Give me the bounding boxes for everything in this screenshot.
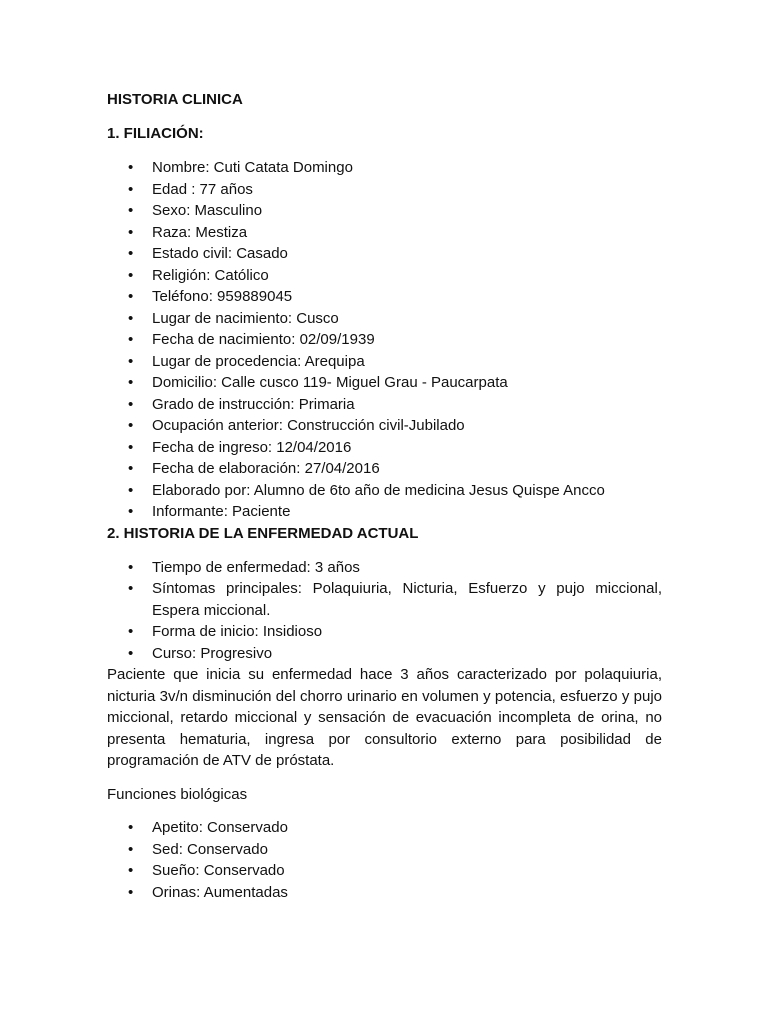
list-item-text: Informante: Paciente (152, 503, 291, 520)
bullet-icon: • (128, 503, 134, 520)
list-item (107, 501, 662, 523)
list-item (107, 621, 662, 643)
bullet-icon: • (128, 580, 134, 597)
list-item-text: Orinas: Aumentadas (152, 883, 288, 901)
bullet-icon: • (128, 223, 134, 241)
funciones-heading: Funciones biológicas (107, 785, 248, 803)
list-item-text: Fecha de nacimiento: 02/09/1939 (152, 331, 375, 348)
bullet-icon: • (128, 202, 134, 219)
list-item (107, 480, 662, 502)
list-item (107, 882, 662, 904)
bullet-icon: • (128, 309, 134, 327)
list-item-text: Forma de inicio: Insidioso (152, 623, 323, 640)
list-item (107, 415, 662, 437)
funciones-list (107, 817, 662, 903)
list-item-text: Fecha de elaboración: 27/04/2016 (152, 460, 380, 477)
bullet-icon: • (128, 558, 134, 576)
document-title: HISTORIA CLINICA (107, 91, 243, 108)
list-item (107, 860, 662, 882)
list-item-text: Sueño: Conservado (152, 862, 285, 879)
list-item-text: Teléfono: 959889045 (152, 288, 293, 305)
list-item (107, 437, 662, 459)
list-item-text: Curso: Progresivo (152, 644, 273, 662)
list-item-text: Ocupación anterior: Construcción civil-Jubilado (152, 417, 465, 434)
list-item (107, 557, 662, 579)
list-item-text: Elaborado por: Alumno de 6to año de medicina Jesus Quispe Ancco (152, 481, 605, 499)
list-item-text: Edad : 77 años (152, 180, 253, 198)
list-item (107, 243, 662, 265)
bullet-icon: • (128, 266, 134, 284)
list-item (107, 179, 662, 201)
historia-paragraph: Paciente que inicia su enfermedad hace 3 años caracterizado por polaquiuria, nicturia 3v/n disminución del chorro urinario en volumen y potencia, esfuerzo y pujo miccional, retardo miccional y sensación de evacuación incompleta de orina, no presenta hematuria, ingresa por consultorio externo para posibilidad de programación de ATV de próstata. (107, 666, 662, 769)
list-item-text: Lugar de nacimiento: Cusco (152, 309, 339, 327)
bullet-icon: • (128, 460, 134, 477)
bullet-icon: • (128, 840, 134, 858)
list-item-text: Sexo: Masculino (152, 202, 263, 219)
list-item-text: Nombre: Cuti Catata Domingo (152, 159, 353, 176)
list-item (107, 372, 662, 394)
bullet-icon: • (128, 862, 134, 879)
bullet-icon: • (128, 417, 134, 434)
list-item (107, 817, 662, 839)
list-item-text: Religión: Católico (152, 266, 269, 284)
list-item (107, 394, 662, 416)
list-item-text: Grado de instrucción: Primaria (152, 395, 355, 413)
list-item (107, 329, 662, 351)
filiacion-list (107, 157, 662, 523)
list-item (107, 200, 662, 222)
bullet-icon: • (128, 288, 134, 305)
list-item (107, 157, 662, 179)
list-item-text: Síntomas principales: Polaquiuria, Nicturia, Esfuerzo y pujo miccional, Espera miccional. (152, 580, 662, 619)
bullet-icon: • (128, 644, 134, 662)
bullet-icon: • (128, 180, 134, 198)
document-page (107, 89, 662, 903)
list-item (107, 458, 662, 480)
bullet-icon: • (128, 331, 134, 348)
list-item (107, 286, 662, 308)
bullet-icon: • (128, 438, 134, 456)
bullet-icon: • (128, 819, 134, 836)
historia-list (107, 557, 662, 665)
list-item (107, 839, 662, 861)
list-item (107, 351, 662, 373)
list-item-text: Fecha de ingreso: 12/04/2016 (152, 438, 352, 456)
bullet-icon: • (128, 352, 134, 370)
bullet-icon: • (128, 395, 134, 413)
section-filiacion-heading: 1. FILIACIÓN: (107, 125, 204, 142)
list-item-text: Raza: Mestiza (152, 223, 248, 241)
list-item (107, 308, 662, 330)
list-item-text: Tiempo de enfermedad: 3 años (152, 558, 360, 576)
bullet-icon: • (128, 883, 134, 901)
list-item-text: Apetito: Conservado (152, 819, 288, 836)
list-item (107, 578, 662, 621)
bullet-icon: • (128, 623, 134, 640)
bullet-icon: • (128, 245, 134, 262)
list-item-text: Estado civil: Casado (152, 245, 288, 262)
bullet-icon: • (128, 374, 134, 391)
bullet-icon: • (128, 481, 134, 499)
list-item-text: Domicilio: Calle cusco 119- Miguel Grau - Paucarpata (152, 374, 508, 391)
list-item-text: Lugar de procedencia: Arequipa (152, 352, 365, 370)
section-historia-heading: 2. HISTORIA DE LA ENFERMEDAD ACTUAL (107, 524, 419, 542)
list-item (107, 643, 662, 665)
list-item-text: Sed: Conservado (152, 840, 268, 858)
bullet-icon: • (128, 159, 134, 176)
list-item (107, 265, 662, 287)
list-item (107, 222, 662, 244)
